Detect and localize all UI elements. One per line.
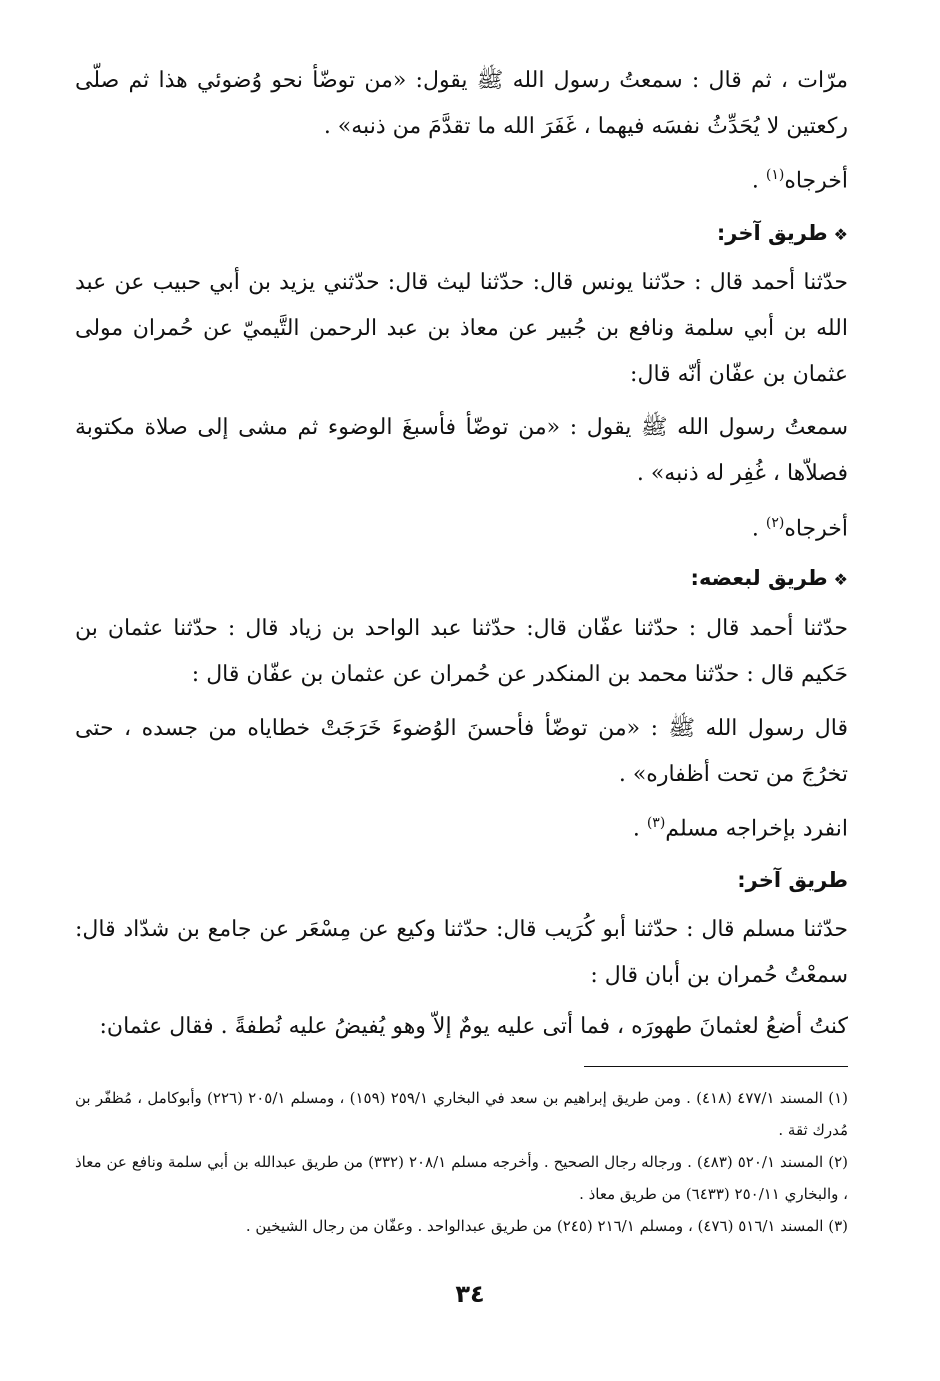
section-heading-text: طريق آخر: [716,221,828,245]
footnotes [75,1082,848,1242]
footnote-2: (٢) المسند ٥٢٠/١ (٤٨٣) . ورجاله رجال الصحيح . وأخرجه مسلم ٢٠٨/١ (٣٣٢) من طريق عبدالله بن أبي سلمة ونافع عن معاذ ، والبخاري ٢٥٠/١١ (٦٤٣٣) من طريق معاذ . [75,1153,848,1203]
reference-text: أخرجاه [784,168,848,194]
paragraph-6: حدّثنا أحمد قال : حدّثنا عفّان قال: حدّثنا عبد الواحد بن زياد قال : حدّثنا عثمان بن حَكيم قال : حدّثنا محمد بن المنكدر عن حُمران عن عثمان بن عفّان قال : [75,616,848,687]
paragraph-9: حدّثنا مسلم قال : حدّثنا أبو كُرَيب قال: حدّثنا وكيع عن مِسْعَر عن جامع بن شدّاد قال: سمعْتُ حُمران بن أبان قال : [75,917,848,988]
section-heading-3 [75,860,848,900]
section-heading-1 [75,213,848,255]
section-heading-text: طريق آخر: [737,868,848,892]
page-number: ٣٤ [455,1280,485,1308]
footnote-marker-3[interactable]: (٣) [646,815,666,831]
paragraph-10: كنتُ أضعُ لعثمانَ طهورَه ، فما أتى عليه يومٌ إلاّ وهو يُفيضُ عليه نُطفةً . فقال عثمان: [99,1014,848,1039]
reference-text: انفرد بإخراجه مسلم [665,816,848,842]
footnote-separator [584,1066,848,1067]
footnote-1: (١) المسند ٤٧٧/١ (٤١٨) . ومن طريق إبراهيم بن سعد في البخاري ٢٥٩/١ (١٥٩) ، ومسلم ٢٠٥/١ (٢٢٦) وأبوكامل ، مُظفّر بن مُدرك ثقة . [75,1089,848,1139]
diamond-bullet-icon: ❖ [833,225,848,244]
reference-end: . [751,168,766,194]
reference-end: . [751,516,766,542]
diamond-bullet-icon: ❖ [833,570,848,589]
footnote-3: (٣) المسند ٥١٦/١ (٤٧٦) ، ومسلم ٢١٦/١ (٢٤٥) من طريق عبدالواحد . وعفّان من رجال الشيخين . [245,1217,848,1235]
reference-end: . [632,816,647,842]
reference-line-2 [75,500,848,552]
reference-line-1 [75,152,848,204]
reference-line-3 [75,800,848,852]
footnote-marker-1[interactable]: (١) [765,167,785,183]
footnote-marker-2[interactable]: (٢) [765,515,785,531]
reference-text: أخرجاه [784,516,848,542]
paragraph-7: قال رسول الله ﷺ : «من توضّأ فأحسنَ الوُضوءَ خَرَجَتْ خطاياه من جسده ، حتى تخرُجَ من تحت أظفاره» . [75,716,848,787]
paragraph-3: حدّثنا أحمد قال : حدّثنا يونس قال: حدّثنا ليث قال: حدّثني يزيد بن أبي حبيب عن عبد الله بن أبي سلمة ونافع بن جُبير عن معاذ بن عبد الرحمن التَّيميّ عن حُمران مولى عثمان بن عفّان أنّه قال: [75,270,848,387]
section-heading-text: طريق لبعضه: [690,566,828,590]
section-heading-2 [75,558,848,600]
paragraph-1: مرّات ، ثم قال : سمعتُ رسول الله ﷺ يقول: «من توضّأ نحو وُضوئي هذا ثم صلّى ركعتين لا يُحَدِّثُ نفسَه فيهما ، غَفَرَ الله ما تقدَّمَ من ذنبه» . [75,68,848,139]
paragraph-4: سمعتُ رسول الله ﷺ يقول : «من توضّأ فأسبغَ الوضوء ثم مشى إلى صلاة مكتوبة فصلاّها ، غُفِر له ذنبه» . [75,415,848,486]
